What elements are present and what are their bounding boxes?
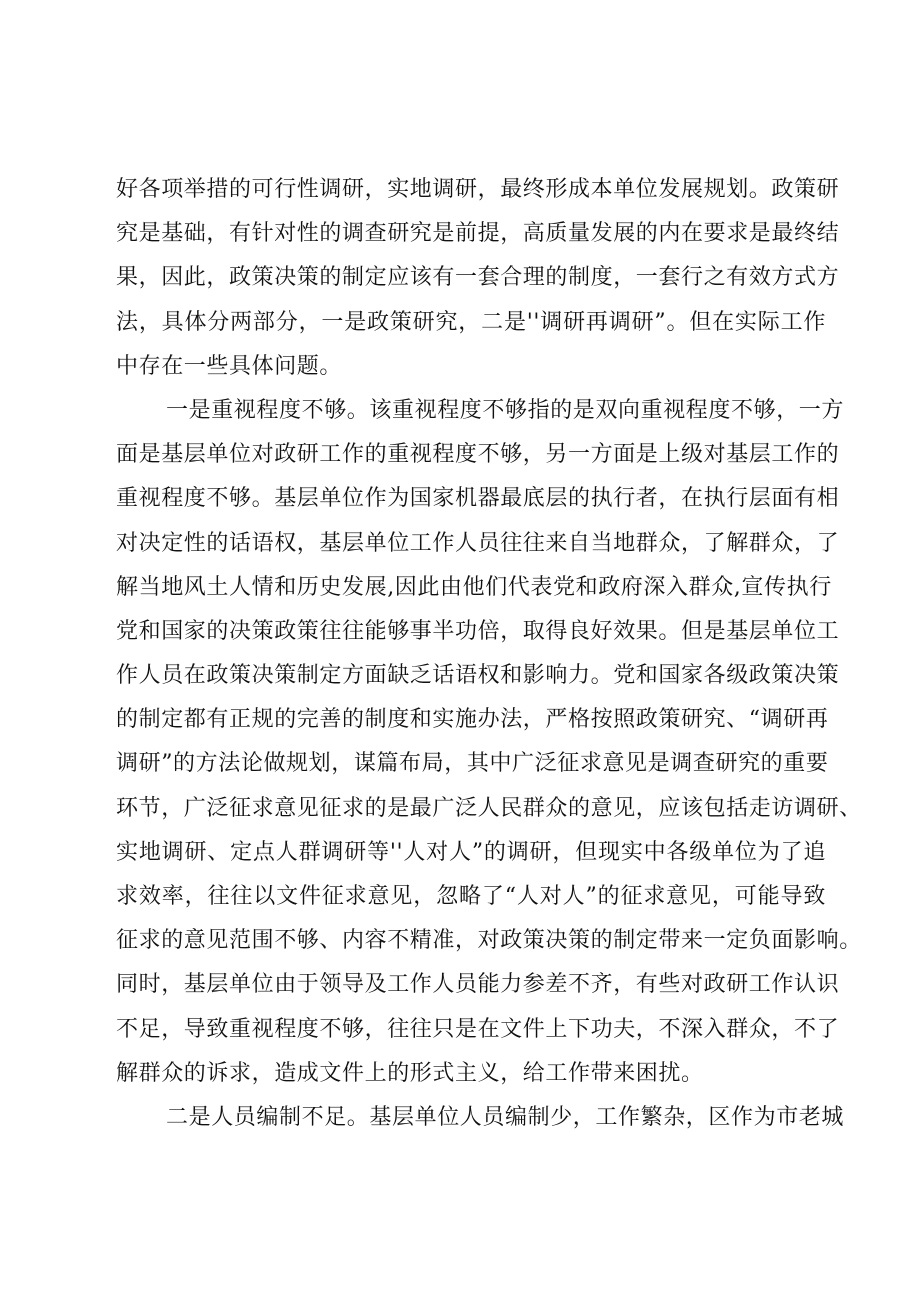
text-line: 党和国家的决策政策往往能够事半功倍，取得良好效果。但是基层单位工 — [116, 618, 840, 644]
text-line: 对决定性的话语权，基层单位工作人员往往来自当地群众，了解群众，了 — [116, 530, 840, 556]
text-line: 重视程度不够。基层单位作为国家机器最底层的执行者，在执行层面有相 — [116, 486, 840, 512]
text-line: 征求的意见范围不够、内容不精准，对政策决策的制定带来一定负面影响。 — [116, 928, 862, 954]
text-line: 同时，基层单位由于领导及工作人员能力参差不齐，有些对政研工作认识 — [116, 972, 840, 998]
paragraph — [116, 389, 862, 1096]
text-line: 作人员在政策决策制定方面缺乏话语权和影响力。党和国家各级政策决策 — [116, 663, 840, 689]
text-line: 的制定都有正规的完善的制度和实施办法，严格按照政策研究、“调研再 — [116, 707, 829, 733]
text-line: 中存在一些具体问题。 — [116, 353, 343, 379]
text-line: 解群众的诉求，造成文件上的形式主义，给工作带来困扰。 — [116, 1060, 704, 1086]
paragraph — [116, 168, 840, 389]
text-line: 一是重视程度不够。该重视程度不够指的是双向重视程度不够，一方 — [166, 397, 845, 423]
text-line: 调研”的方法论做规划，谋篇布局，其中广泛征求意见是调查研究的重要 — [116, 751, 829, 777]
paragraph — [116, 1096, 845, 1140]
text-line: 环节，广泛征求意见征求的是最广泛人民群众的意见，应该包括走访调研、 — [116, 795, 862, 821]
text-line: 好各项举措的可行性调研，实地调研，最终形成本单位发展规划。政策研 — [116, 177, 840, 202]
text-line: 法，具体分两部分，一是政策研究，二是''调研再调研”。但在实际工作 — [116, 309, 826, 335]
text-line: 求效率，往往以文件征求意见，忽略了“人对人”的征求意见，可能导致 — [116, 884, 826, 909]
text-line: 果，因此，政策决策的制定应该有一套合理的制度，一套行之有效方式方 — [116, 265, 840, 291]
text-line: 二是人员编制不足。基层单位人员编制少，工作繁杂，区作为市老城 — [166, 1104, 845, 1130]
text-line: 实地调研、定点人群调研等''人对人”的调研，但现实中各级单位为了追 — [116, 839, 826, 865]
text-line: 究是基础，有针对性的调查研究是前提，高质量发展的内在要求是最终结 — [116, 221, 840, 247]
text-line: 解当地风土人情和历史发展,因此由他们代表党和政府深入群众,宣传执行 — [116, 574, 832, 600]
text-line: 面是基层单位对政研工作的重视程度不够，另一方面是上级对基层工作的 — [116, 442, 840, 468]
text-line: 不足，导致重视程度不够，往往只是在文件上下功夫，不深入群众，不了 — [116, 1016, 840, 1042]
body-text — [116, 168, 862, 1140]
